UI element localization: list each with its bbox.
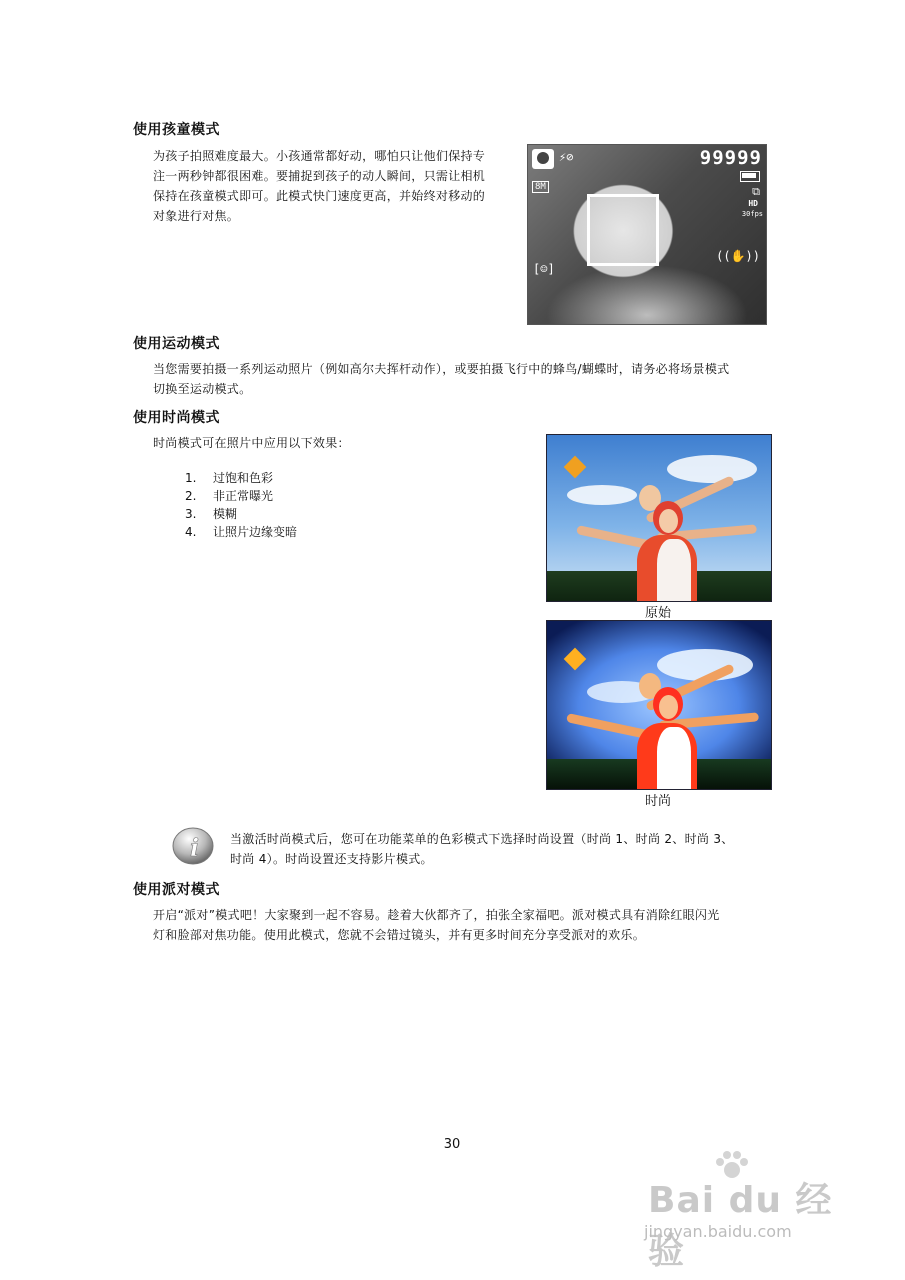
camera-preview-image — [527, 144, 767, 325]
child-line-1: 为孩子拍照难度最大。小孩通常都好动，哪怕只让他们保持专 — [153, 149, 486, 163]
fps-label: 30fps — [741, 210, 763, 218]
section-title-child: 使用孩童模式 — [133, 122, 220, 138]
sport-paragraph — [153, 359, 783, 399]
list-item: 1. 过饱和色彩 — [185, 471, 274, 485]
sport-line-2: 切换至运动模式。 — [153, 382, 252, 396]
face-detect-icon: [☺] — [533, 262, 555, 276]
party-line-1: 开启“派对”模式吧！大家聚到一起不容易。趁着大伙都齐了，拍张全家福吧。派对模式具有消除红眼闪光 — [153, 908, 720, 922]
sport-line-1: 当您需要拍摄一系列运动照片（例如高尔夫挥杆动作），或要拍摄飞行中的蜂鸟/蝴蝶时，请务必将场景模式 — [153, 362, 730, 376]
fashion-intro: 时尚模式可在照片中应用以下效果： — [153, 436, 350, 450]
page-number: 30 — [443, 1137, 461, 1152]
watermark-url: jingyan.baidu.com — [644, 1222, 792, 1241]
fashion-photo — [546, 620, 772, 790]
child-line-2: 注一两秒钟都很困难。要捕捉到孩子的动人瞬间，只需让相机 — [153, 169, 486, 183]
original-photo — [546, 434, 772, 602]
section-title-party: 使用派对模式 — [133, 882, 220, 898]
section-title-fashion: 使用时尚模式 — [133, 410, 220, 426]
list-item: 2. 非正常曝光 — [185, 489, 274, 503]
fashion-effects-list — [185, 469, 297, 541]
image-size-icon: 8M — [532, 181, 549, 193]
stabilizer-icon: ⧉ — [752, 185, 760, 198]
face-focus-frame — [587, 194, 659, 266]
flash-off-icon: ⚡⊘ — [559, 150, 574, 164]
note-line-1: 当激活时尚模式后，您可在功能菜单的色彩模式下选择时尚设置（时尚 1、时尚 2、时尚 3、 — [230, 832, 734, 846]
battery-icon — [740, 171, 760, 182]
caption-original: 原始 — [644, 606, 671, 621]
list-item: 4. 让照片边缘变暗 — [185, 525, 298, 539]
watermark-brand: Bai du 经验 — [648, 1180, 833, 1272]
note-line-2: 时尚 4）。时尚设置还支持影片模式。 — [230, 852, 433, 866]
party-paragraph — [153, 905, 783, 945]
party-line-2: 灯和脸部对焦功能。使用此模式，您就不会错过镜头，并有更多时间充分享受派对的欢乐。 — [153, 928, 646, 942]
child-line-3: 保持在孩童模式即可。此模式快门速度更高，并始终对移动的 — [153, 189, 486, 203]
fashion-note — [230, 829, 790, 869]
list-item: 3. 模糊 — [185, 507, 238, 521]
child-line-4: 对象进行对焦。 — [153, 209, 240, 223]
baidu-jingyan-watermark — [640, 1150, 855, 1272]
hd-label: HD — [748, 199, 758, 208]
shots-remaining: 99999 — [699, 147, 762, 169]
caption-fashion: 时尚 — [644, 794, 671, 809]
info-note-icon — [171, 826, 215, 866]
svg-text:i: i — [190, 833, 200, 862]
hand-shake-icon: ((✋)) — [716, 249, 760, 263]
section-title-sport: 使用运动模式 — [133, 336, 220, 352]
child-mode-icon — [532, 149, 554, 169]
child-paragraph — [153, 146, 523, 226]
